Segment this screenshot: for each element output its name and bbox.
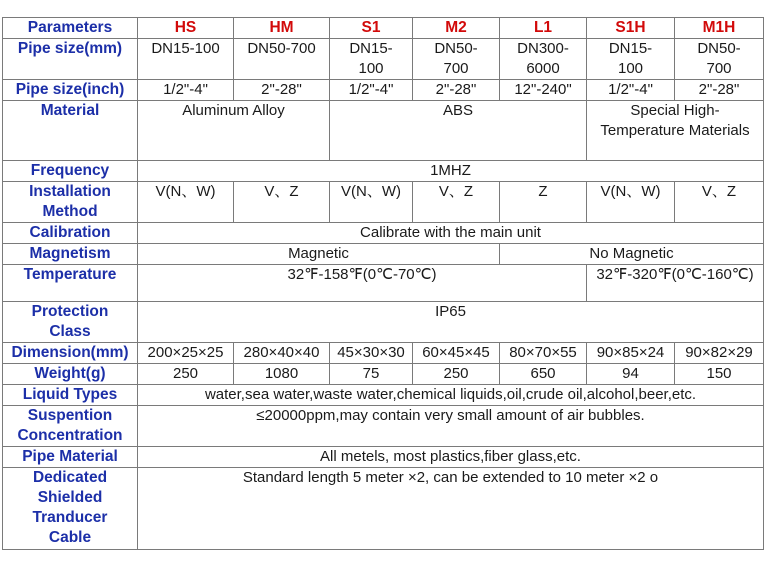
suspension-value: ≤20000ppm,may contain very small amount of air bubbles. [138, 406, 764, 447]
pipe-size-mm-l1: DN300- 6000 [500, 39, 587, 80]
pipe-material-value: All metels, most plastics,fiber glass,etc. [138, 447, 764, 468]
cable-label: Dedicated Shielded Tranducer Cable [3, 468, 138, 550]
pipe-size-mm-hs: DN15-100 [138, 39, 234, 80]
pipe-size-inch-hs: 1/2"-4" [138, 80, 234, 101]
weight-row [3, 364, 764, 385]
cable-value: Standard length 5 meter ×2, can be extended to 10 meter ×2 o [138, 468, 764, 550]
material-label: Material [3, 101, 138, 161]
magnetism-non-magnetic: No Magnetic [500, 244, 764, 265]
frequency-value: 1MHZ [138, 161, 764, 182]
protection-value: IP65 [138, 302, 764, 343]
installation-m1h: V、Z [675, 182, 764, 223]
pipe-material-row [3, 447, 764, 468]
installation-hm: V、Z [234, 182, 330, 223]
calibration-label: Calibration [3, 223, 138, 244]
installation-s1h: V(N、W) [587, 182, 675, 223]
liquid-row [3, 385, 764, 406]
model-s1: S1 [330, 18, 413, 39]
dimension-row [3, 343, 764, 364]
pipe-size-inch-hm: 2"-28" [234, 80, 330, 101]
weight-hm: 1080 [234, 364, 330, 385]
model-hs: HS [138, 18, 234, 39]
frequency-label: Frequency [3, 161, 138, 182]
liquid-value: water,sea water,waste water,chemical liquids,oil,crude oil,alcohol,beer,etc. [138, 385, 764, 406]
pipe-size-mm-s1h: DN15- 100 [587, 39, 675, 80]
installation-row [3, 182, 764, 223]
temperature-standard: 32℉-158℉(0℃-70℃) [138, 265, 587, 302]
magnetism-label: Magnetism [3, 244, 138, 265]
pipe-size-mm-s1: DN15- 100 [330, 39, 413, 80]
weight-l1: 650 [500, 364, 587, 385]
protection-row [3, 302, 764, 343]
pipe-size-inch-l1: 12"-240" [500, 80, 587, 101]
model-m1h: M1H [675, 18, 764, 39]
pipe-size-mm-hm: DN50-700 [234, 39, 330, 80]
installation-m2: V、Z [413, 182, 500, 223]
weight-m2: 250 [413, 364, 500, 385]
cable-row [3, 468, 764, 550]
model-hm: HM [234, 18, 330, 39]
pipe-size-mm-label: Pipe size(mm) [3, 39, 138, 80]
installation-l1: Z [500, 182, 587, 223]
temperature-row [3, 265, 764, 302]
material-row [3, 101, 764, 161]
dimension-s1h: 90×85×24 [587, 343, 675, 364]
frequency-row [3, 161, 764, 182]
suspension-row [3, 406, 764, 447]
dimension-m2: 60×45×45 [413, 343, 500, 364]
dimension-l1: 80×70×55 [500, 343, 587, 364]
installation-label: Installation Method [3, 182, 138, 223]
model-l1: L1 [500, 18, 587, 39]
pipe-size-inch-row [3, 80, 764, 101]
dimension-s1: 45×30×30 [330, 343, 413, 364]
weight-s1h: 94 [587, 364, 675, 385]
model-s1h: S1H [587, 18, 675, 39]
calibration-row [3, 223, 764, 244]
material-abs: ABS [330, 101, 587, 161]
protection-label: Protection Class [3, 302, 138, 343]
header-row [3, 18, 764, 39]
pipe-size-mm-m2: DN50- 700 [413, 39, 500, 80]
spec-table [2, 17, 764, 550]
dimension-label: Dimension(mm) [3, 343, 138, 364]
pipe-material-label: Pipe Material [3, 447, 138, 468]
weight-label: Weight(g) [3, 364, 138, 385]
calibration-value: Calibrate with the main unit [138, 223, 764, 244]
installation-s1: V(N、W) [330, 182, 413, 223]
temperature-high: 32℉-320℉(0℃-160℃) [587, 265, 764, 302]
suspension-label: Suspention Concentration [3, 406, 138, 447]
material-aluminum: Aluminum Alloy [138, 101, 330, 161]
weight-m1h: 150 [675, 364, 764, 385]
magnetism-row [3, 244, 764, 265]
parameters-header: Parameters [3, 18, 138, 39]
temperature-label: Temperature [3, 265, 138, 302]
pipe-size-inch-m2: 2"-28" [413, 80, 500, 101]
liquid-label: Liquid Types [3, 385, 138, 406]
pipe-size-inch-label: Pipe size(inch) [3, 80, 138, 101]
dimension-hm: 280×40×40 [234, 343, 330, 364]
pipe-size-inch-s1h: 1/2"-4" [587, 80, 675, 101]
weight-s1: 75 [330, 364, 413, 385]
magnetism-magnetic: Magnetic [138, 244, 500, 265]
pipe-size-inch-m1h: 2"-28" [675, 80, 764, 101]
model-m2: M2 [413, 18, 500, 39]
weight-hs: 250 [138, 364, 234, 385]
dimension-hs: 200×25×25 [138, 343, 234, 364]
material-high-temp: Special High- Temperature Materials [587, 101, 764, 161]
installation-hs: V(N、W) [138, 182, 234, 223]
pipe-size-inch-s1: 1/2"-4" [330, 80, 413, 101]
dimension-m1h: 90×82×29 [675, 343, 764, 364]
pipe-size-mm-row [3, 39, 764, 80]
pipe-size-mm-m1h: DN50- 700 [675, 39, 764, 80]
